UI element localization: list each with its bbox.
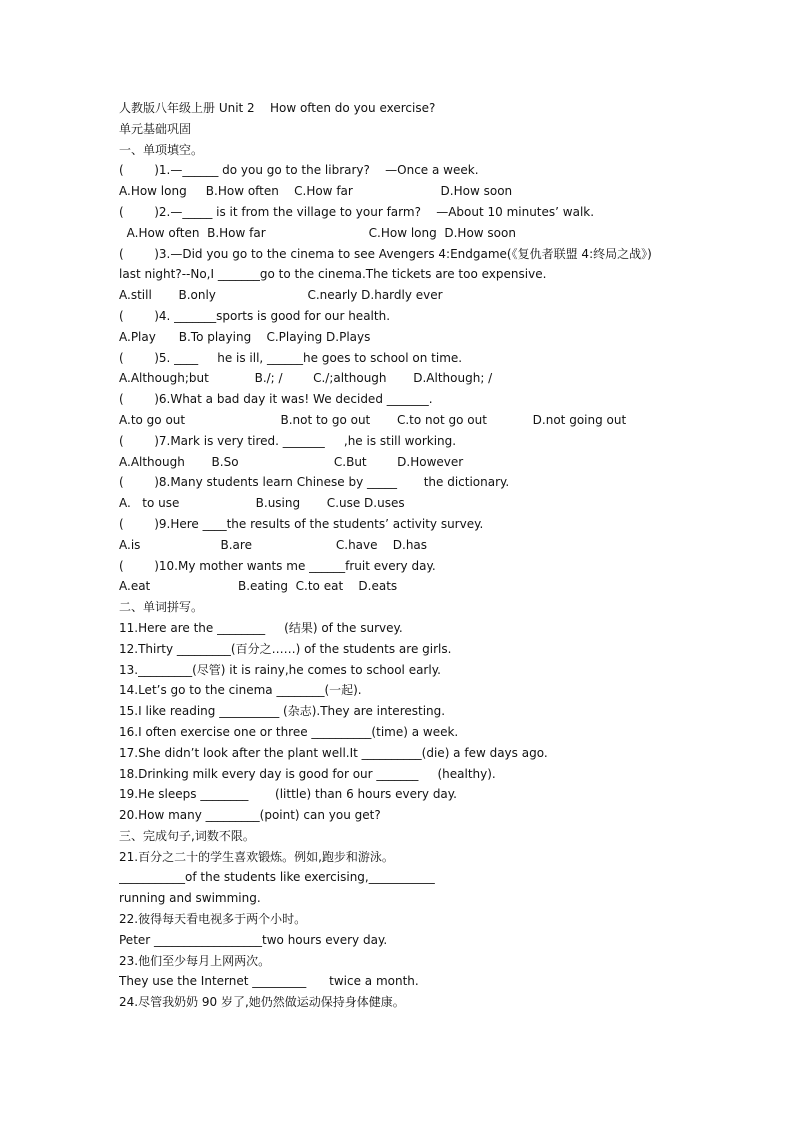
text-line: 11.Here are the ________ (结果) of the survey. <box>119 620 403 635</box>
text-line: 21.百分之二十的学生喜欢锻炼。例如,跑步和游泳。 <box>119 849 394 864</box>
text-line: ( )2.—_____ is it from the village to your farm? —About 10 minutes’ walk. <box>119 204 595 219</box>
text-line: last night?--No,I _______go to the cinema.The tickets are too expensive. <box>119 267 547 282</box>
text-line: ( )3.—Did you go to the cinema to see Avengers 4:Endgame(《复仇者联盟 4:终局之战》) <box>119 246 652 261</box>
text-line: A.How often B.How far C.How long D.How soon <box>119 225 516 240</box>
text-line: A.to go out B.not to go out C.to not go out D.not going out <box>119 412 627 427</box>
text-line: 单元基础巩固 <box>119 121 192 136</box>
text-line: ( )4. _______sports is good for our health. <box>119 308 391 323</box>
text-line: 20.How many _________(point) can you get? <box>119 808 381 823</box>
text-line: A.eat B.eating C.to eat D.eats <box>119 579 398 594</box>
text-line: 19.He sleeps ________ (little) than 6 hours every day. <box>119 787 457 802</box>
text-line: ___________of the students like exercising,___________ <box>119 870 435 885</box>
text-line: A.How long B.How often C.How far D.How soon <box>119 184 513 199</box>
text-line: 23.他们至少每月上网两次。 <box>119 953 271 968</box>
text-line: 17.She didn’t look after the plant well.It __________(die) a few days ago. <box>119 745 548 760</box>
text-line: A.Although;but B./; / C./;although D.Although; / <box>119 371 493 386</box>
text-line: ( )8.Many students learn Chinese by _____ the dictionary. <box>119 475 510 490</box>
text-line: A. to use B.using C.use D.uses <box>119 496 405 511</box>
text-line: 15.I like reading __________ (杂志).They are interesting. <box>119 704 446 719</box>
text-line: 一、单项填空。 <box>119 142 204 157</box>
worksheet-document <box>119 98 719 1013</box>
text-line: ( )1.—______ do you go to the library? —Once a week. <box>119 163 479 178</box>
text-line: A.Play B.To playing C.Playing D.Plays <box>119 329 371 344</box>
text-line: A.is B.are C.have D.has <box>119 537 428 552</box>
text-line: A.still B.only C.nearly D.hardly ever <box>119 288 443 303</box>
text-line: ( )10.My mother wants me ______fruit every day. <box>119 558 436 573</box>
text-line: 18.Drinking milk every day is good for our _______ (healthy). <box>119 766 496 781</box>
text-line: 12.Thirty _________(百分之……) of the students are girls. <box>119 641 452 656</box>
text-line: ( )6.What a bad day it was! We decided _______. <box>119 392 433 407</box>
text-line: 16.I often exercise one or three __________(time) a week. <box>119 724 459 739</box>
text-line: 13._________(尽管) it is rainy,he comes to school early. <box>119 662 441 677</box>
text-line: Peter __________________two hours every day. <box>119 932 388 947</box>
text-line: 二、单词拼写。 <box>119 600 204 615</box>
text-line: A.Although B.So C.But D.However <box>119 454 464 469</box>
text-line: ( )7.Mark is very tired. _______ ,he is still working. <box>119 433 457 448</box>
text-line: 24.尽管我奶奶 90 岁了,她仍然做运动保持身体健康。 <box>119 995 405 1010</box>
text-line: 14.Let’s go to the cinema ________(一起). <box>119 683 362 698</box>
text-line: running and swimming. <box>119 891 261 906</box>
text-line: 22.彼得每天看电视多于两个小时。 <box>119 912 307 927</box>
text-line: ( )5. ____ he is ill, ______he goes to school on time. <box>119 350 463 365</box>
text-line: ( )9.Here ____the results of the students’ activity survey. <box>119 516 484 531</box>
text-line: 三、完成句子,词数不限。 <box>119 828 255 843</box>
text-line: 人教版八年级上册 Unit 2 How often do you exercise? <box>119 101 436 115</box>
text-line: They use the Internet _________ twice a month. <box>119 974 419 989</box>
